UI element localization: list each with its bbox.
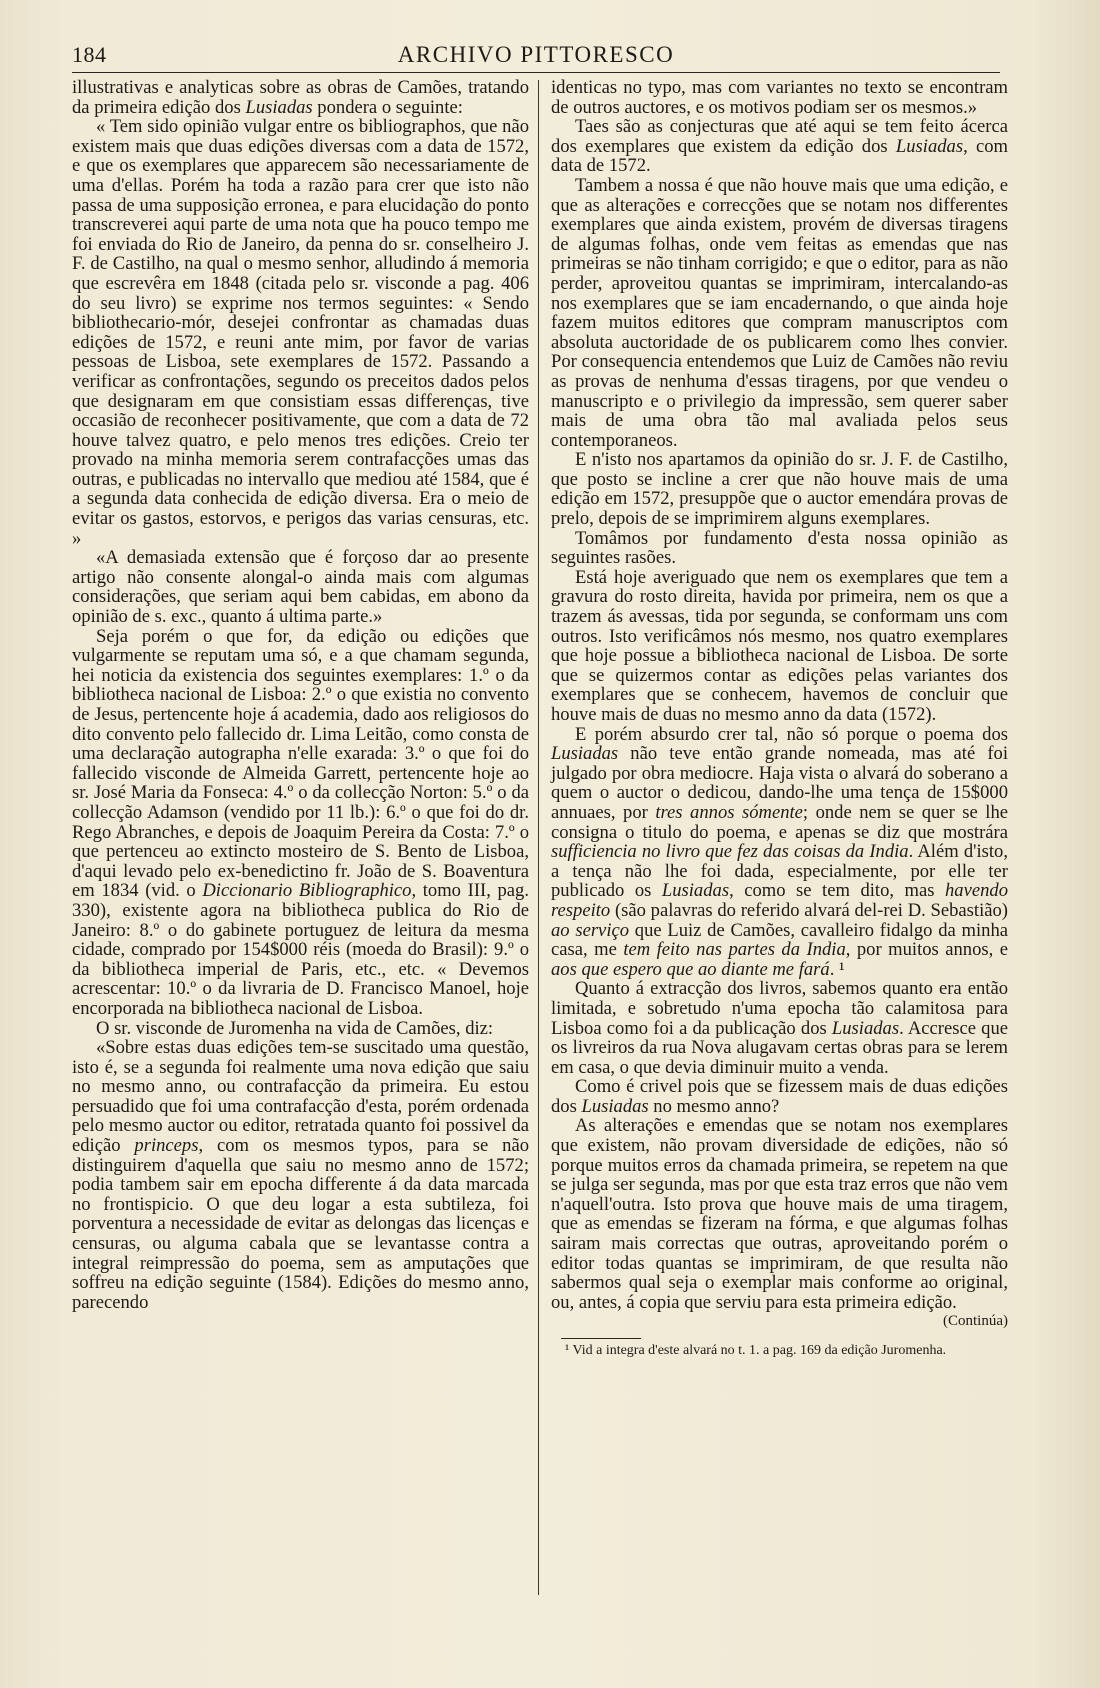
page-header [72, 42, 1000, 72]
left-column-paragraph: « Tem sido opinião vulgar entre os bibliographos, que não existem mais que duas edições diversas com a data de 1572, e que os exemplares que apparecem são necessariamente de uma d'ellas. Porém ha toda a razão para crer que isto não passa de uma supposição erronea, e para elucidação do ponto transcreverei aqui parte de uma nota que ha pouco tempo me foi enviada do Rio de Janeiro, da penna do sr. conselheiro J. F. de Castilho, na qual o mesmo senhor, alludindo á memoria que escrevêra em 1848 (citada pelo sr. visconde a pag. 406 do seu livro) se exprime nos termos seguintes: « Sendo bibliothecario-mór, desejei confrontar as chamadas duas edições de 1572, e reuni ante mim, por favor de varias pessoas de Lisboa, sete exemplares de 1572. Passando a verificar as confrontações, segundo os preceitos dados pelos que designaram em que consistiam essas differenças, tive occasião de reconhecer positivamente, que com a data de 72 houve talvez quatro, e pelo menos tres edições. Creio ter provado na minha memoria serem contrafacções umas das outras, e publicadas no intervallo que mediou até 1584, que é a segunda data conhecida de edição diversa. Era o meio de evitar os gastos, estorvos, e perigos das varias censuras, etc. » [72, 116, 529, 549]
right-column-paragraph: Tambem a nossa é que não houve mais que uma edição, e que as alterações e correcções que se notam nos differentes exemplares que ainda existem, provém de diversas tiragens de algumas folhas, onde vem feitas as emendas que nas primeiras se não tinham corrigido; e que o editor, para as não perder, aproveitou quantas se imprimiram, intercalando-as nos exemplares que se iam encadernando, o que ainda hoje fazem muitos editores que compram manuscriptos com absoluta auctoridade de os publicarem como lhes convier. Por consequencia entendemos que Luiz de Camões não reviu as provas de nenhuma d'essas tiragens, por que vendeu o manuscripto e o privilegio da impressão, sem querer saber mais de uma obra tão mal avaliada pelos seus contemporaneos. [551, 174, 1008, 451]
left-column-paragraph: Seja porém o que for, da edição ou edições que vulgarmente se reputam uma só, e a que chamam segunda, hei noticia da existencia dos seguintes exemplares: 1.º o da bibliotheca nacional de Lisboa: 2.º o que existia no convento de Jesus, pertencente hoje á academia, dado aos religiosos do dito convento pelo fallecido dr. Lima Leitão, como consta de uma declaração autographa n'elle exarada: 3.º o que foi do fallecido visconde de Almeida Garrett, pertencente hoje ao sr. José Maria da Fonseca: 4.º o da collecção Norton: 5.º o da collecção Adamson (vendido por 11 lb.): 6.º o que foi do dr. Rego Abranches, e depois de Joaquim Pereira da Costa: 7.º o que pertenceu ao extincto mosteiro de S. Bento de Lisboa, d'aqui levado pelo ex-benedictino fr. João de S. Boaventura em 1834 (vid. o Diccionario Bibliographico, tomo III, pag. 330), existente agora na bibliotheca publica do Rio de Janeiro: 8.º o do gabinete portuguez de leitura da mesma cidade, comprado por 154$000 réis (moeda do Brasil): 9.º o da bibliotheca imperial de Paris, etc., etc. « Devemos acrescentar: 10.º o da livraria de D. Francisco Manoel, hoje encorporada na bibliotheca nacional de Lisboa. [72, 625, 529, 1019]
right-column-paragraph: Como é crivel pois que se fizessem mais de duas edições dos Lusiadas no mesmo anno? [551, 1076, 1008, 1117]
right-column-paragraph: Quanto á extracção dos livros, sabemos quanto era então limitada, e sobretudo n'uma epocha tão calamitosa para Lisboa como foi a da publicação dos Lusiadas. Accresce que os livreiros da rua Nova alugavam certas obras para se lerem em casa, o que devia diminuir muito a venda. [551, 978, 1008, 1078]
left-column [72, 78, 529, 1312]
left-column-paragraph: illustrativas e analyticas sobre as obras de Camões, tratando da primeira edição dos Lusiadas pondera o seguinte: [72, 77, 529, 118]
running-title: ARCHIVO PITTORESCO [397, 42, 675, 67]
page-number: 184 [72, 42, 107, 67]
right-column [551, 78, 1008, 1359]
right-column-paragraph: E n'isto nos apartamos da opinião do sr. J. F. de Castilho, que posto se incline a crer que não houve mais de uma edição em 1572, presuppõe que o auctor emendára provas de prelo, depois de se imprimirem alguns exemplares. [551, 449, 1008, 530]
continuation-label: (Continúa) [943, 1313, 1008, 1330]
left-column-paragraph: «Sobre estas duas edições tem-se suscitado uma questão, isto é, se a segunda foi realmente uma nova edição que saiu no mesmo anno, ou contrafacção da primeira. Eu estou persuadido que foi uma contrafacção d'esta, porém ordenada pelo mesmo auctor ou editor, retratada quanto foi possivel da edição princeps, com os mesmos typos, para se não distinguirem d'aquella que saiu no mesmo anno de 1572; podia tambem sair em epocha differente á da data marcada no frontispicio. O que deu logar a esta subtileza, foi porventura a necessidade de evitar as delongas das licenças e censuras, ou alguma cabala que se levantasse contra a integral reimpressão do poema, sem as amputações que soffreu na edição seguinte (1584). Edições do mesmo anno, parecendo [72, 1037, 530, 1313]
right-column-paragraph: Taes são as conjecturas que até aqui se tem feito ácerca dos exemplares que existem da edição dos Lusiadas, com data de 1572. [551, 116, 1009, 177]
right-column-paragraph: identicas no typo, mas com variantes no texto se encontram de outros auctores, e os motivos podiam ser os mesmos.» [551, 77, 1008, 118]
right-column-paragraph: Está hoje averiguado que nem os exemplares que tem a gravura do rosto direita, havida por primeira, nem os que a trazem ás avessas, tida por segunda, se conformam uns com outros. Isto verificâmos nós mesmo, nos quatro exemplares que hoje possue a bibliotheca nacional de Lisboa. De sorte que se quizermos contar as edições pelas variantes dos exemplares que se conhecem, havemos de concluir que houve mais de duas no mesmo anno da data (1572). [551, 566, 1008, 725]
left-column-paragraph: «A demasiada extensão que é forçoso dar ao presente artigo não consente alongal-o ainda mais com algumas considerações, que seriam aqui bem cabidas, em abono da opinião de s. exc., quanto á ultima parte.» [72, 547, 529, 628]
left-column-paragraph: O sr. visconde de Juromenha na vida de Camões, diz: [96, 1017, 494, 1039]
right-column-paragraph: Tomâmos por fundamento d'esta nossa opinião as seguintes rasões. [551, 527, 1008, 569]
right-column-paragraph: E porém absurdo crer tal, não só porque o poema dos Lusiadas não teve então grande nomeada, mas até foi julgado por obra mediocre. Haja vista o alvará do soberano a quem o auctor o dedicou, dando-lhe uma tença de 15$000 annuaes, por tres annos sómente; onde nem se quer se lhe consigna o titulo do poema, e apenas se diz que mostrára sufficiencia no livro que fez das coisas da India. Além d'isto, a tença não lhe foi dada, especialmente, por elle ter publicado os Lusiadas, como se tem dito, mas havendo respeito (são palavras do referido alvará del-rei D. Sebastião) ao serviço que Luiz de Camões, cavalleiro fidalgo da minha casa, me tem feito nas partes da India, por muitos annos, e aos que espero que ao diante me fará. ¹ [551, 723, 1008, 980]
footnote-rule [561, 1338, 641, 1339]
footnote: ¹ Vid a integra d'este alvará no t. 1. a pag. 169 da edição Juromenha. [565, 1343, 947, 1358]
column-separator [538, 80, 539, 1595]
right-column-paragraph: As alterações e emendas que se notam nos exemplares que existem, não provam diversidade de edições, não só porque muitos erros da chamada primeira, se repetem na que se julga ser segunda, mas por que esta traz erros que não vem n'aquell'outra. Isto prova que houve mais de uma tiragem, que as emendas se fizeram na fórma, e que algumas folhas sairam mais correctas que outras, aproveitando porém o editor todas quantas se imprimiram, de que resulta não sabermos qual seja o exemplar mais conforme ao original, ou, antes, á copia que serviu para esta primeira edição. [551, 1115, 1008, 1313]
right-column-text [551, 78, 1008, 1312]
header-rule [72, 72, 1000, 73]
